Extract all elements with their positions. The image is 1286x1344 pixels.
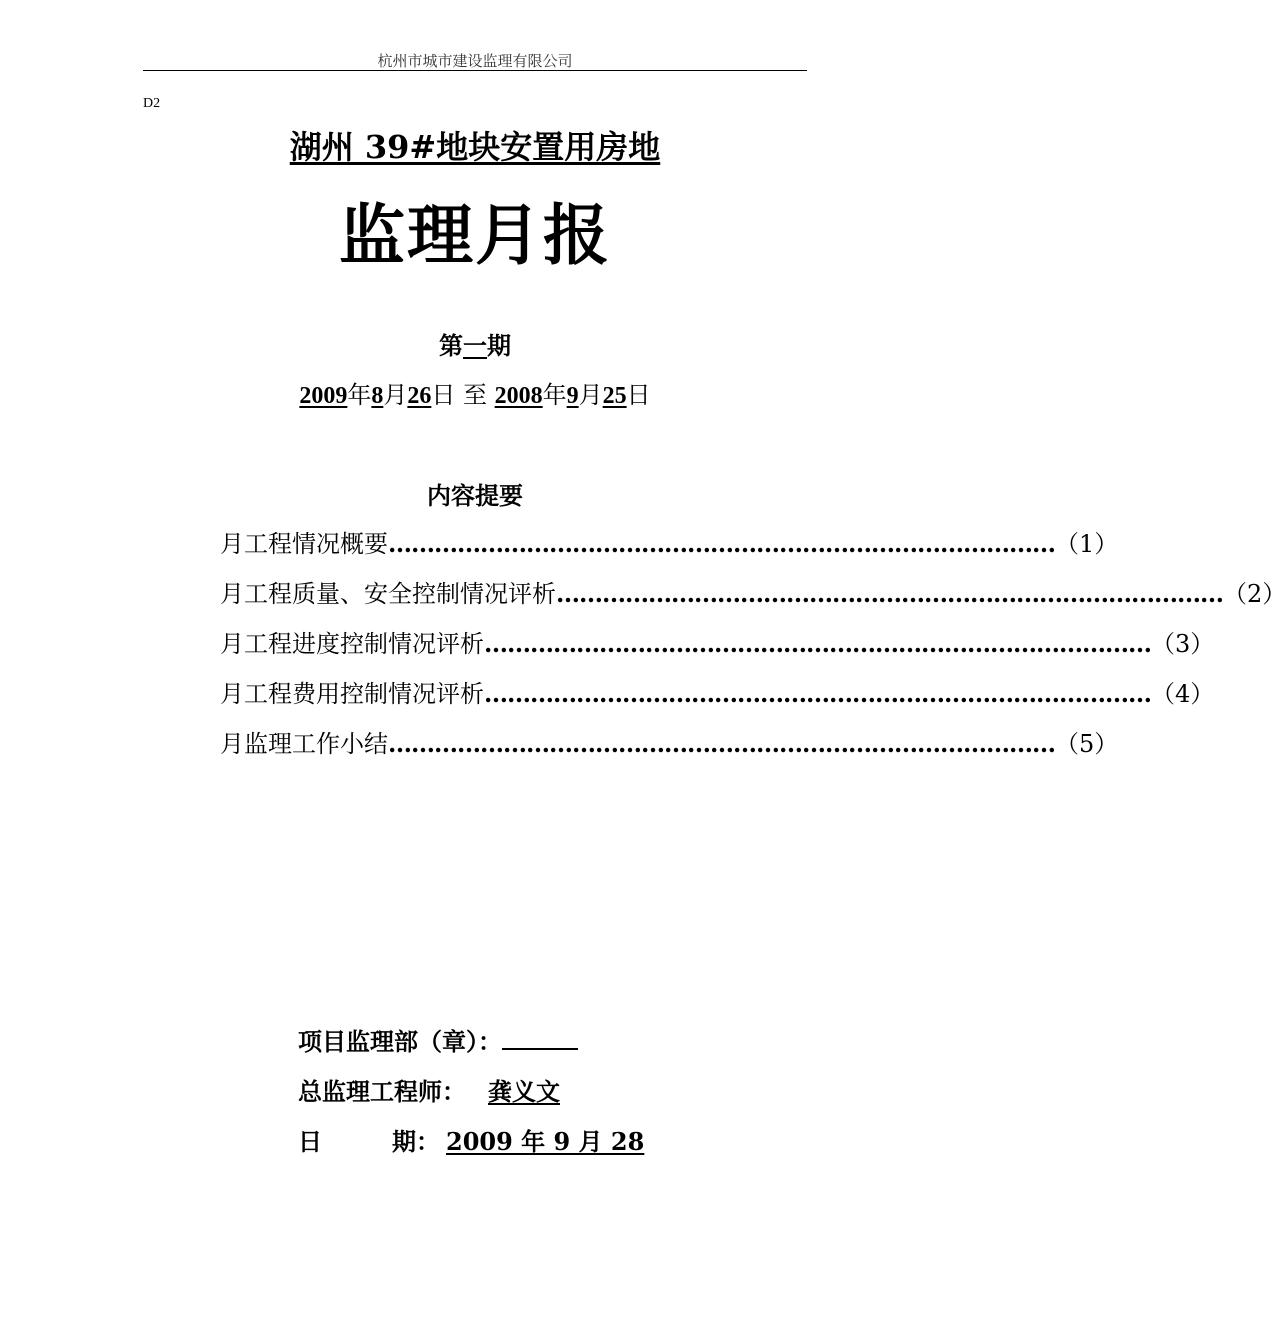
year-char-2: 年: [542, 381, 567, 409]
issue-number-line: [0, 326, 950, 361]
header-divider: [143, 70, 807, 71]
start-year: 2009: [299, 383, 348, 409]
supervision-dept-line: [298, 1022, 578, 1057]
toc-item-page: （3）: [1151, 630, 1215, 658]
toc-item: [220, 724, 1119, 774]
day-char-2: 日: [626, 381, 651, 409]
date-label-period: 期：: [392, 1127, 440, 1156]
end-day: 25: [602, 383, 627, 409]
toc-item-page: （1）: [1055, 530, 1119, 558]
project-title: 湖州 39#地块安置用房地: [289, 128, 661, 166]
seal-blank: [502, 1028, 578, 1050]
day-char-1: 日: [431, 381, 456, 409]
page-header-company: 杭州市城市建设监理有限公司: [377, 52, 573, 70]
toc-item-title: 月监理工作小结: [220, 730, 388, 758]
toc-heading: 内容提要: [427, 481, 523, 510]
issue-number: 一: [463, 331, 487, 360]
toc-leader-dots: ……………………………………………………………………………: [484, 679, 1151, 708]
month-char-2: 月: [578, 381, 603, 409]
toc-leader-dots: ……………………………………………………………………………: [388, 529, 1055, 558]
toc-item: [220, 524, 1119, 574]
toc-leader-dots: ……………………………………………………………………………: [388, 729, 1055, 758]
chief-engineer-line: [298, 1072, 560, 1107]
toc-leader-dots: ……………………………………………………………………………: [484, 629, 1151, 658]
main-title: 监理月报: [339, 196, 611, 274]
toc-item: [220, 674, 1215, 724]
toc-item-title: 月工程进度控制情况评析: [220, 630, 484, 658]
year-char-1: 年: [347, 381, 372, 409]
toc-item-page: （2）: [1223, 580, 1286, 608]
table-of-contents: [220, 524, 1286, 774]
toc-item-title: 月工程质量、安全控制情况评析: [220, 580, 556, 608]
sign-date: 2009 年 9 月 28: [446, 1127, 645, 1156]
toc-item-page: （4）: [1151, 680, 1215, 708]
period-to: 至: [463, 381, 487, 409]
issue-suffix: 期: [487, 331, 511, 360]
end-year: 2008: [494, 383, 543, 409]
chief-engineer-name: 龚义文: [488, 1077, 560, 1106]
project-title-line: [0, 122, 950, 168]
toc-item-page: （5）: [1055, 730, 1119, 758]
month-char-1: 月: [383, 381, 408, 409]
toc-item: [220, 624, 1215, 674]
toc-item: [220, 574, 1286, 624]
document-code: D2: [143, 96, 161, 111]
supervision-dept-label: 项目监理部（章）：: [298, 1027, 502, 1056]
date-line: [298, 1122, 650, 1157]
toc-item-title: 月工程费用控制情况评析: [220, 680, 484, 708]
toc-item-title: 月工程情况概要: [220, 530, 388, 558]
start-month: 8: [371, 383, 384, 409]
start-day: 26: [407, 383, 432, 409]
end-month: 9: [566, 383, 579, 409]
date-label-day: 日: [298, 1127, 322, 1156]
toc-leader-dots: ……………………………………………………………………………: [556, 579, 1223, 608]
issue-prefix: 第: [439, 331, 463, 360]
report-period: [0, 375, 950, 410]
chief-engineer-label: 总监理工程师：: [298, 1077, 466, 1106]
